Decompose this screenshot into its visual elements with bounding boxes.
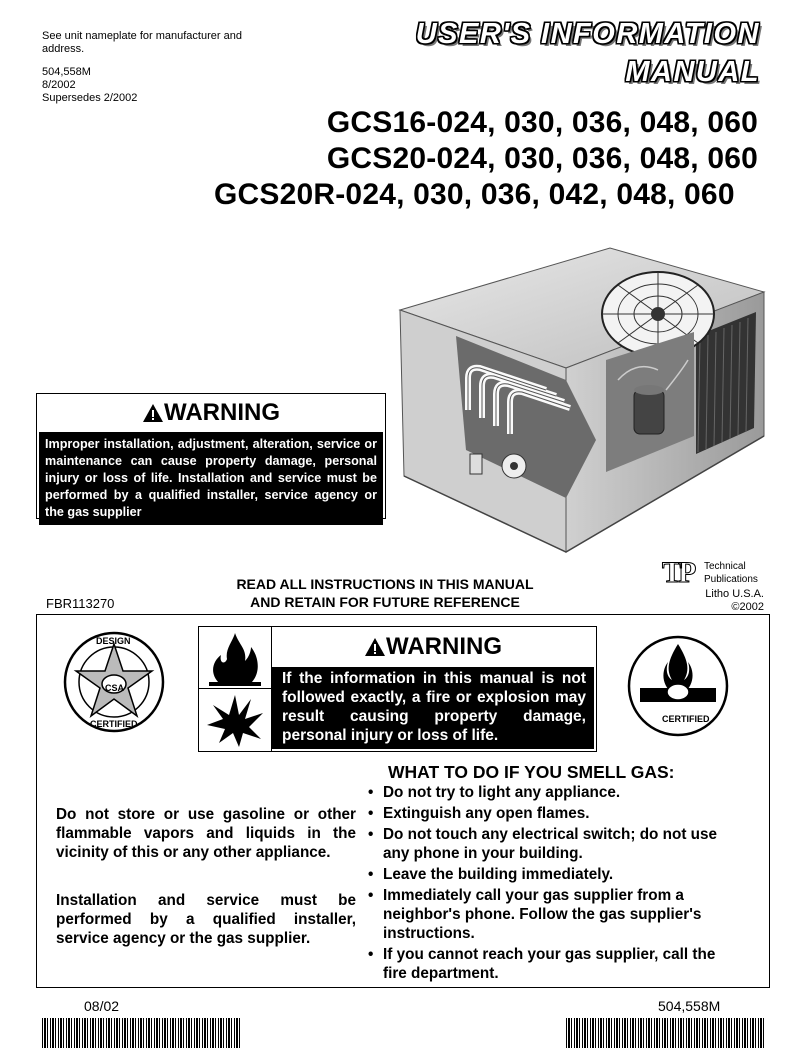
warning-heading-text: WARNING <box>164 399 280 426</box>
warning2-heading <box>270 627 596 667</box>
doc-date: 8/2002 <box>42 79 76 91</box>
badge-center-mark: CSA <box>105 683 125 693</box>
storage-note: Do not store or use gasoline or other flammable vapors and liquids in the vicinity of this or any other appliance. <box>56 806 356 861</box>
warning-box-fire <box>270 626 597 752</box>
manual-title-line2: MANUAL <box>625 56 760 88</box>
supersedes: Supersedes 2/2002 <box>42 92 138 104</box>
litho-text: Litho U.S.A. <box>705 588 764 600</box>
manual-title-line1: USER'S INFORMATION <box>415 18 760 50</box>
copyright-text: ©2002 <box>731 601 764 613</box>
product-illustration <box>396 240 768 556</box>
explosion-icon <box>199 689 271 751</box>
publisher-line2: Publications <box>704 574 758 585</box>
warning-triangle-icon <box>364 637 386 657</box>
footer-date: 08/02 <box>84 998 120 1014</box>
hazard-icons-panel <box>198 626 272 752</box>
list-item: • Immediately call your gas supplier from a neighbor's phone. Follow the gas supplier's instructions. <box>366 886 734 943</box>
list-item: • If you cannot reach your gas supplier, call the fire department. <box>366 945 734 983</box>
footer-doc-number: 504,558M <box>658 998 721 1014</box>
gas-instructions-list <box>366 783 734 985</box>
model-line-1: GCS16-024, 030, 036, 048, 060 <box>326 106 758 139</box>
fbr-code: FBR113270 <box>46 596 115 611</box>
badge-design-label: DESIGN <box>96 636 131 646</box>
tp-logo-icon: TP <box>662 556 693 589</box>
list-item: • Leave the building immediately. <box>366 865 734 884</box>
installation-note: Installation and service must be performed by a qualified installer, service agency or the gas supplier. <box>56 892 356 947</box>
warning2-body: If the information in this manual is not followed exactly, a fire or explosion may result causing property damage, personal injury or loss of life. <box>272 667 594 749</box>
warning-box-installation <box>36 393 386 519</box>
litho-info <box>705 588 764 614</box>
gas-heading: WHAT TO DO IF YOU SMELL GAS: <box>388 762 675 782</box>
publisher-line1: Technical <box>704 561 746 572</box>
read-all-line1: READ ALL INSTRUCTIONS IN THIS MANUAL <box>236 576 534 592</box>
warning-body: Improper installation, adjustment, alteration, service or maintenance can cause property damage, personal injury or loss of life. Installation and service must be performed by a qualified installer, service agency or the gas supplier <box>39 432 383 525</box>
warning2-heading-text: WARNING <box>386 633 502 660</box>
warning-heading <box>37 394 385 432</box>
read-all-line2: AND RETAIN FOR FUTURE REFERENCE <box>250 594 520 610</box>
model-line-3: GCS20R-024, 030, 036, 042, 048, 060 <box>214 178 735 211</box>
barcode-right <box>566 1018 766 1048</box>
badge-certified-label-right: CERTIFIED <box>662 714 710 724</box>
list-item: • Extinguish any open flames. <box>366 804 734 823</box>
read-all-notice <box>170 575 600 611</box>
fire-icon <box>199 627 271 689</box>
badge-certified-label-left: CERTIFIED <box>90 719 138 729</box>
nameplate-note: See unit nameplate for manufacturer and address. <box>42 30 242 55</box>
barcode-left <box>42 1018 240 1048</box>
warning-triangle-icon <box>142 403 164 423</box>
list-item: • Do not touch any electrical switch; do not use any phone in your building. <box>366 825 734 863</box>
list-item: • Do not try to light any appliance. <box>366 783 734 802</box>
model-line-2: GCS20-024, 030, 036, 048, 060 <box>326 142 758 175</box>
doc-number: 504,558M <box>42 66 91 78</box>
